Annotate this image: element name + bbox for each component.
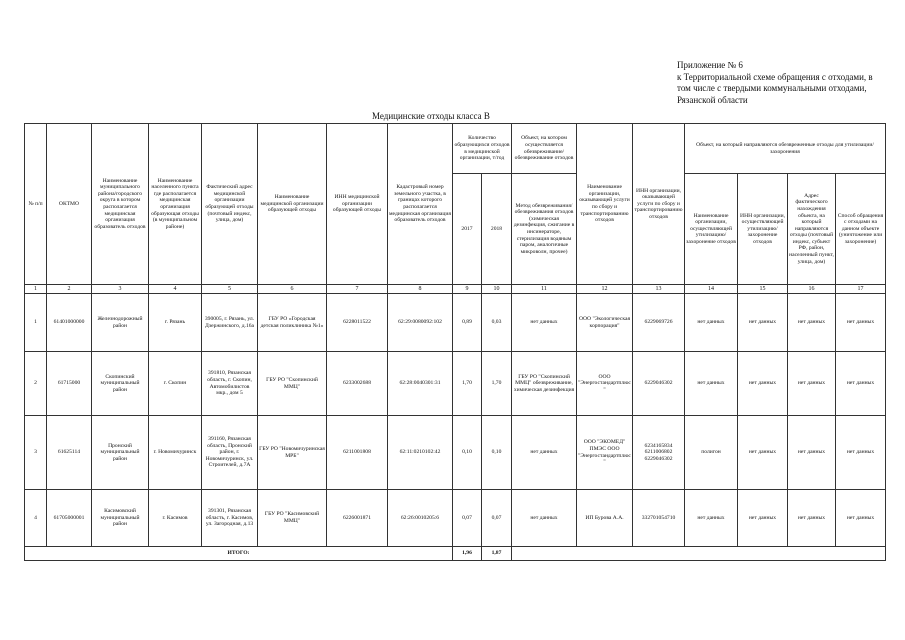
row-cell: 61401000000	[47, 294, 92, 352]
row-cell: 0,10	[453, 416, 482, 490]
row-cell: нет данных	[512, 490, 577, 547]
column-number: 7	[327, 285, 388, 294]
row-cell: 61625114	[47, 416, 92, 490]
row-cell: нет данных	[685, 490, 738, 547]
row-cell: г. Новомичуринск	[149, 416, 202, 490]
row-cell: 6234165834 6211006802 6229046302	[633, 416, 685, 490]
row-cell: 2	[25, 352, 47, 416]
row-cell: 4	[25, 490, 47, 547]
row-cell: нет данных	[685, 294, 738, 352]
row-cell: нет данных	[512, 416, 577, 490]
row-cell: 0,07	[453, 490, 482, 547]
appendix-line-2: к Территориальной схеме обращения с отходами, в	[677, 71, 873, 82]
header-col-7: ИНН медицинской организации образующей отходы	[327, 124, 388, 285]
row-cell: ООО "Энергостандартплюс"	[577, 352, 633, 416]
table-row	[25, 352, 886, 416]
row-cell: 6229069726	[633, 294, 685, 352]
header-col-8: Кадастровый номер земельного участка, в границах которого располагается медицинская организация образователь отходов	[388, 124, 453, 285]
row-cell: 0,07	[482, 490, 512, 547]
header-col-6: Наименование медицинской организации образующей отходы	[258, 124, 327, 285]
row-cell: 6226001871	[327, 490, 388, 547]
row-cell: ГБУ РО "Касимовский ММЦ"	[258, 490, 327, 547]
row-cell: 6228011522	[327, 294, 388, 352]
row-cell: ООО "ЭКОМЕД" ПМЭС ООО "Энергостандартплюс"	[577, 416, 633, 490]
appendix-note	[677, 60, 892, 106]
row-cell: нет данных	[738, 352, 788, 416]
row-cell: нет данных	[738, 416, 788, 490]
column-number: 16	[788, 285, 836, 294]
column-number: 11	[512, 285, 577, 294]
row-cell: 62:26:0010205:6	[388, 490, 453, 547]
row-cell: Железнодорожный район	[92, 294, 149, 352]
row-cell: нет данных	[836, 294, 886, 352]
appendix-line-4: Рязанской области	[677, 94, 748, 105]
row-cell: Пронский муниципальный район	[92, 416, 149, 490]
row-cell: ИП Бурова А.А.	[577, 490, 633, 547]
row-cell: 1,70	[453, 352, 482, 416]
totals-row	[25, 547, 886, 561]
document-title: Медицинские отходы класса В	[372, 111, 490, 121]
row-cell: 62:28:0040301:31	[388, 352, 453, 416]
row-cell: нет данных	[836, 352, 886, 416]
row-cell: нет данных	[512, 294, 577, 352]
column-number: 5	[202, 285, 258, 294]
table-row	[25, 294, 886, 352]
column-number: 14	[685, 285, 738, 294]
row-cell: нет данных	[788, 294, 836, 352]
header-col-12: Наименование организации, оказывающей услуги по сбору и транспортированию отходов	[577, 124, 633, 285]
row-cell: 1	[25, 294, 47, 352]
column-number: 2	[47, 285, 92, 294]
column-number: 1	[25, 285, 47, 294]
header-col-16: Адрес фактического нахождения объекта, на который направляются отходы (почтовый индекс, субъект РФ, район, населенный пункт, улица, дом)	[788, 174, 836, 285]
column-number: 9	[453, 285, 482, 294]
row-cell: Скопинский муниципальный район	[92, 352, 149, 416]
row-cell: 6211001808	[327, 416, 388, 490]
column-number: 10	[482, 285, 512, 294]
row-cell: 1,70	[482, 352, 512, 416]
header-col-10: 2018	[482, 174, 512, 285]
row-cell: 61715000	[47, 352, 92, 416]
row-cell: нет данных	[788, 490, 836, 547]
header-col-17: Способ обращения с отходами на данном объекте (уничтожение или захоронение)	[836, 174, 886, 285]
column-number: 13	[633, 285, 685, 294]
row-cell: 391160, Рязанская область, Пронский район, г. Новомичуринск, ул. Строителей, д.7А	[202, 416, 258, 490]
row-cell: 390005, г. Рязань, ул. Дзержинского, д.16а	[202, 294, 258, 352]
row-cell: 0,89	[453, 294, 482, 352]
row-cell: 6229046302	[633, 352, 685, 416]
header-row-top	[25, 124, 886, 174]
header-col-5: Фактический адрес медицинской организации образующей отходы (почтовый индекс, улица, дом)	[202, 124, 258, 285]
row-cell: 391810, Рязанская область, г. Скопин, Автомобилистов мкр., дом 5	[202, 352, 258, 416]
header-col-14: Наименование организации, осуществляющей утилизацию/захоронение отходов	[685, 174, 738, 285]
row-cell: 3	[25, 416, 47, 490]
header-col-2: ОКТМО	[47, 124, 92, 285]
row-cell: нет данных	[685, 352, 738, 416]
row-cell: 62:11:0210102:42	[388, 416, 453, 490]
column-number: 12	[577, 285, 633, 294]
header-col-11: Метод обезвреживания/обезвреживания отходов (химическая дезинфекция, сжигание в инсинераторе, стерилизация водяным паром, аналогичные микроволн, прочее)	[512, 174, 577, 285]
header-col-1: № п/п	[25, 124, 47, 285]
column-number: 15	[738, 285, 788, 294]
appendix-line-3: том числе с твердыми коммунальными отходами,	[677, 83, 867, 93]
header-quantity: Количество образующихся отходов в медицинской организации, т/год	[453, 124, 512, 174]
column-number: 8	[388, 285, 453, 294]
row-cell: ООО "Экологическая корпорация"	[577, 294, 633, 352]
header-col-13: ИНН организации, оказывающей услуги по сбору и транспортированию отходов	[633, 124, 685, 285]
column-number: 6	[258, 285, 327, 294]
row-cell: полигон	[685, 416, 738, 490]
row-cell: нет данных	[738, 294, 788, 352]
row-cell: 391301, Рязанская область, г. Касимов, ул. Загородная, д.13	[202, 490, 258, 547]
medical-waste-table	[24, 123, 886, 561]
row-cell: 61705000001	[47, 490, 92, 547]
row-cell: г. Касимов	[149, 490, 202, 547]
row-cell: 0,03	[482, 294, 512, 352]
total-2017: 1,96	[453, 547, 482, 561]
column-number: 4	[149, 285, 202, 294]
row-cell: нет данных	[836, 490, 886, 547]
header-col-15: ИНН организации, осуществляющей утилизацию/захоронение отходов	[738, 174, 788, 285]
totals-label: ИТОГО:	[25, 547, 453, 561]
row-cell: 62:29:0080092:102	[388, 294, 453, 352]
total-2018: 1,87	[482, 547, 512, 561]
header-disposal-object: Объект, на который направляются обезвреженные отходы для утилизации/захоронения	[685, 124, 886, 174]
row-cell: ГБУ РО "Скопинский ММЦ"	[258, 352, 327, 416]
row-cell: 332701054710	[633, 490, 685, 547]
header-col-3: Наименование муниципального района/городского округа в котором располагается медицинская организация образователь отходов	[92, 124, 149, 285]
table-row	[25, 490, 886, 547]
column-number-row	[25, 285, 886, 294]
row-cell: 0,10	[482, 416, 512, 490]
row-cell: нет данных	[788, 352, 836, 416]
column-number: 17	[836, 285, 886, 294]
table-row	[25, 416, 886, 490]
header-col-4: Наименование населенного пункта где располагается медицинская организация образующая отходы (в муниципальном районе)	[149, 124, 202, 285]
row-cell: 6233002688	[327, 352, 388, 416]
row-cell: нет данных	[788, 416, 836, 490]
row-cell: нет данных	[738, 490, 788, 547]
row-cell: г. Рязань	[149, 294, 202, 352]
appendix-line-1: Приложение № 6	[677, 60, 743, 70]
header-object-neutralization: Объект, на котором осуществляется обезвреживание/обезвреживание отходов	[512, 124, 577, 174]
row-cell: ГБУ РО "Скопинский ММЦ" обезвреживание, химическая дезинфекция	[512, 352, 577, 416]
header-col-9: 2017	[453, 174, 482, 285]
row-cell: ГБУ РО "Новомичуринская МРБ"	[258, 416, 327, 490]
row-cell: ГБУ РО «Городская детская поликлиника №1»	[258, 294, 327, 352]
totals-empty	[512, 547, 886, 561]
column-number: 3	[92, 285, 149, 294]
row-cell: Касимовский муниципальный район	[92, 490, 149, 547]
row-cell: г. Скопин	[149, 352, 202, 416]
row-cell: нет данных	[836, 416, 886, 490]
